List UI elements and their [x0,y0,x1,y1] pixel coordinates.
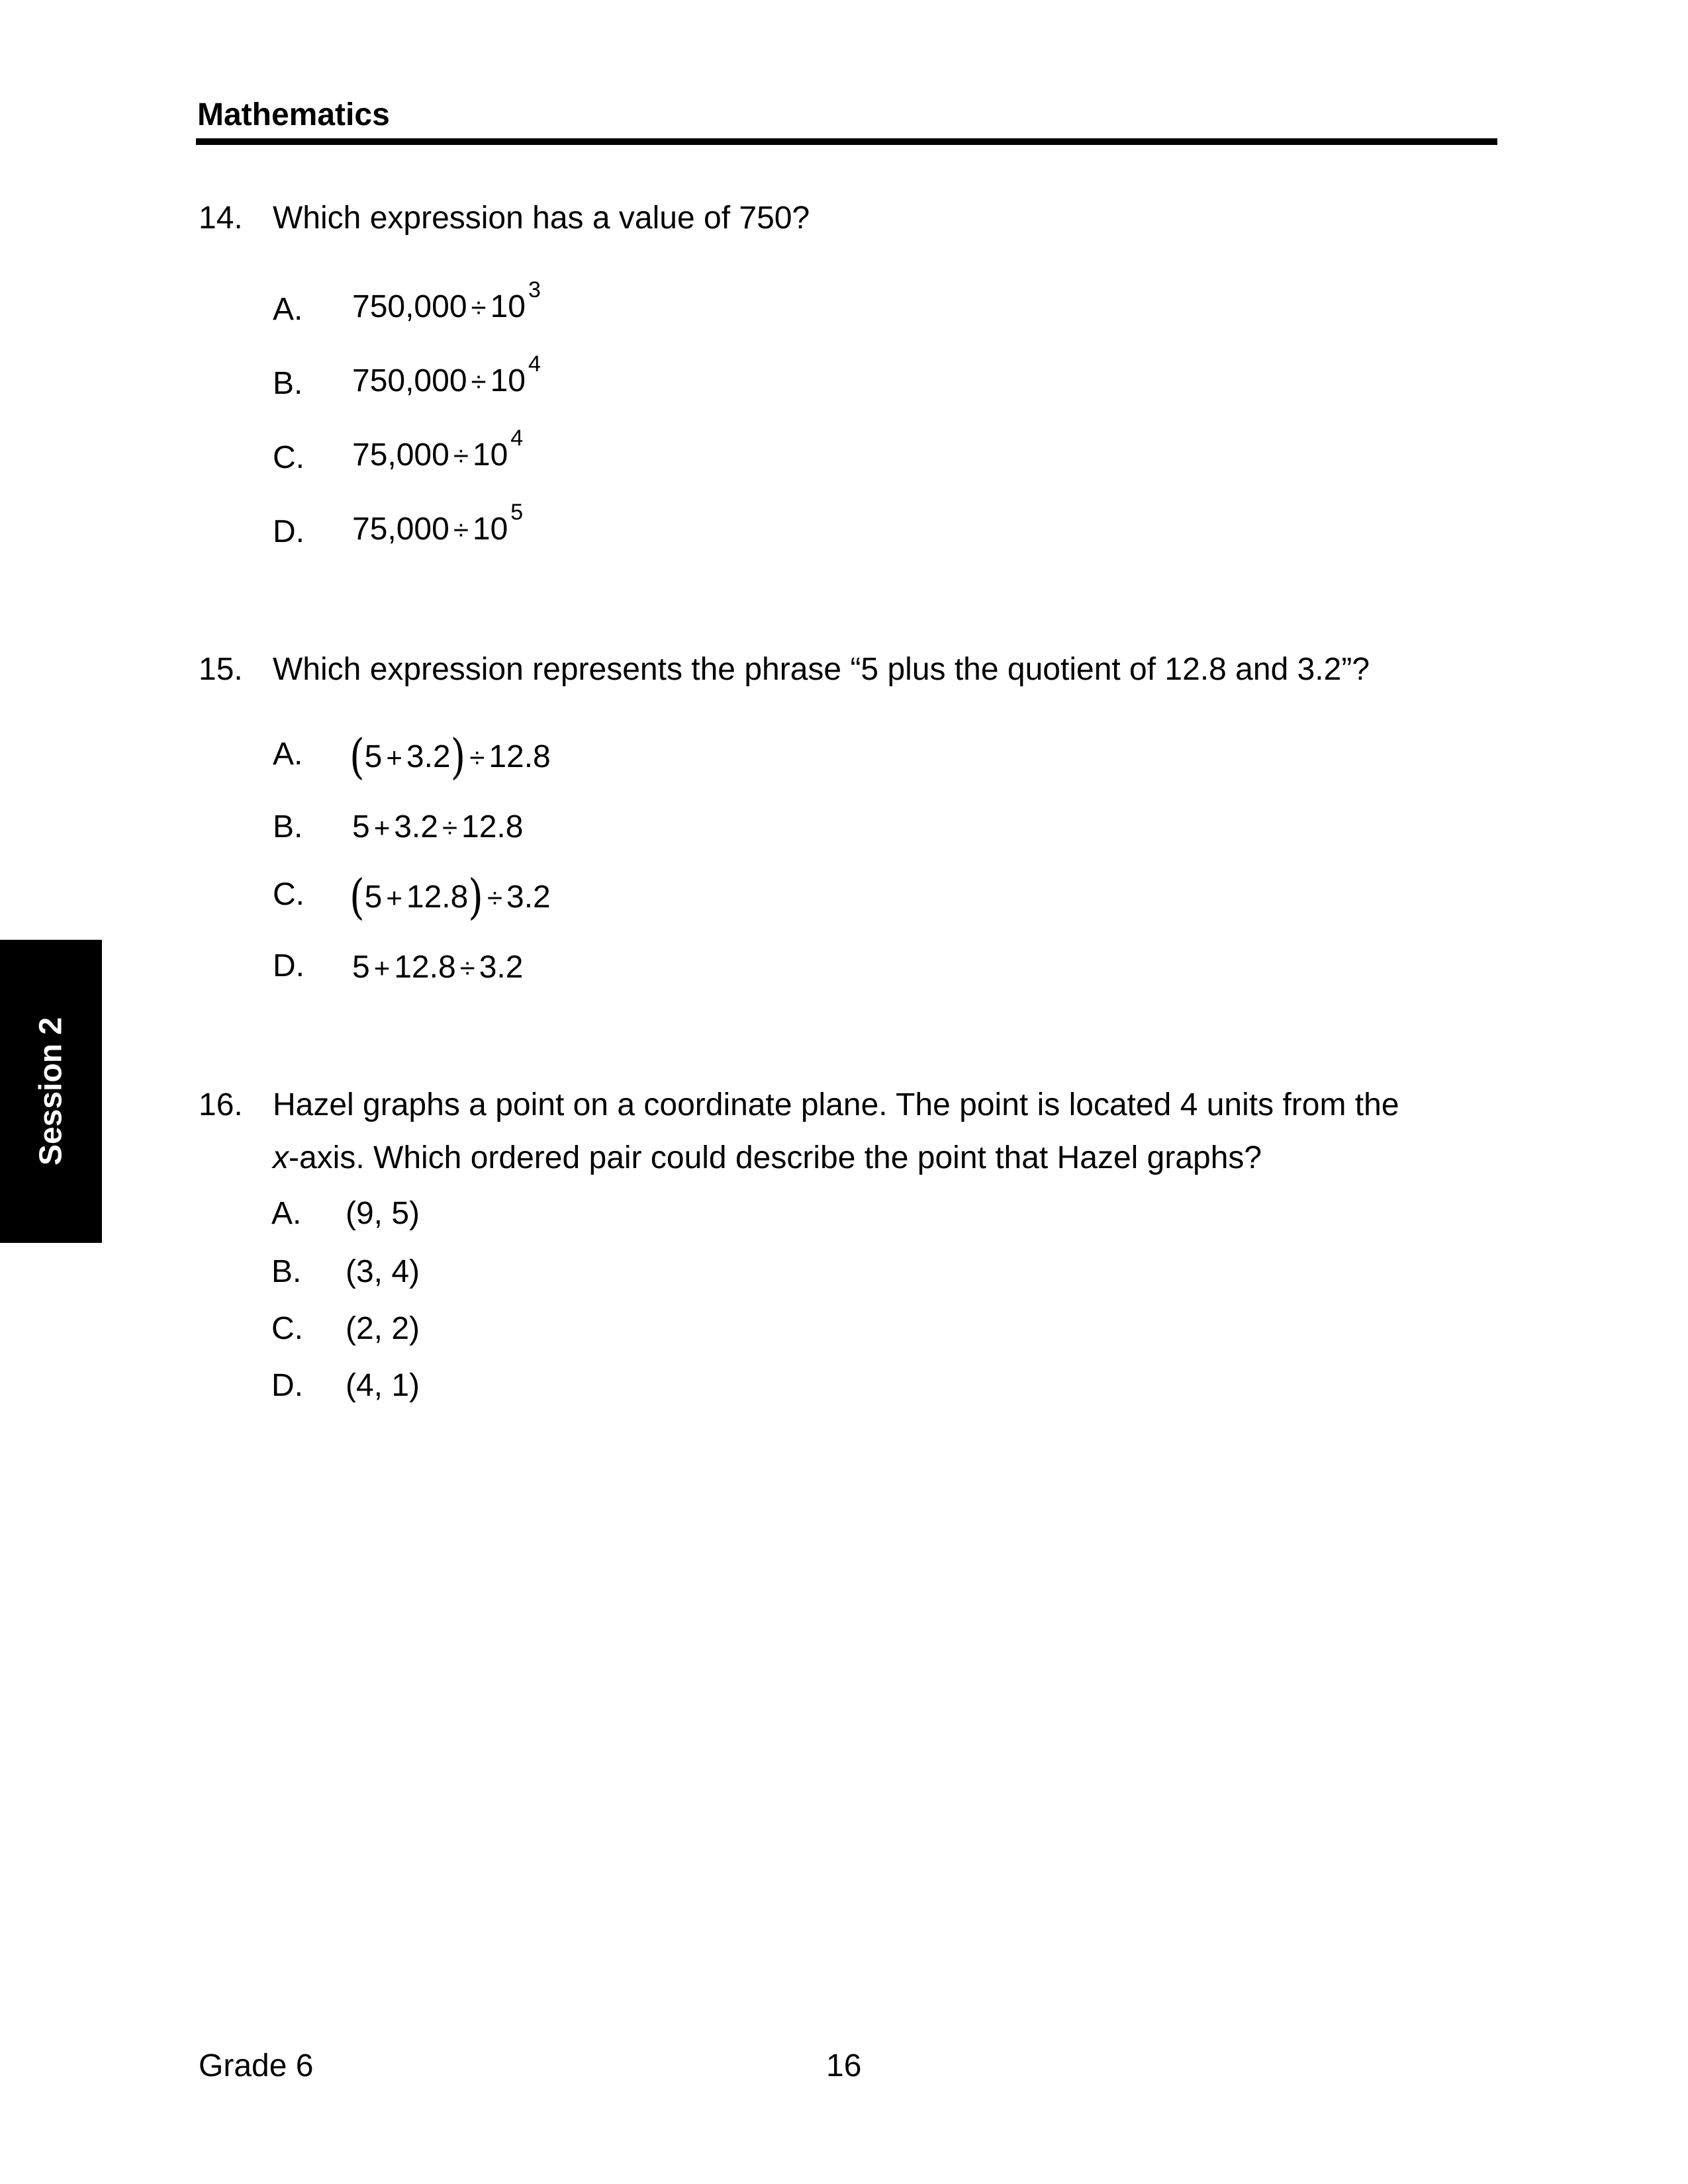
session-label: Session 2 [33,1017,69,1166]
q15-choice-c-expression[interactable]: (5 + 12.8) ÷ 3.2 [350,868,551,925]
q16-choice-c-letter[interactable]: C. [271,1311,303,1346]
q14-choice-c-expression[interactable]: 75,000 ÷ 10 $^4$ [352,426,524,473]
page-header-title: Mathematics [197,97,390,132]
session-side-tab [0,940,102,1243]
q16-choice-d-value[interactable]: (4, 1) [346,1368,420,1403]
q16-choice-a-letter[interactable]: A. [271,1196,302,1231]
q16-choice-b-letter[interactable]: B. [271,1254,302,1289]
q16-choice-b-value[interactable]: (3, 4) [346,1254,420,1289]
q15-choice-b-letter[interactable]: B. [273,809,303,844]
q14-choice-d-letter[interactable]: D. [273,514,305,549]
question-14-text: Which expression has a value of 750? [273,201,810,236]
footer-grade: Grade 6 [199,2048,314,2083]
question-15-text: Which expression represents the phrase “5 plus the quotient of 12.8 and 3.2”? [273,652,1370,687]
q14-choice-a-letter[interactable]: A. [273,292,303,327]
question-14-number: 14. [199,201,243,236]
q14-choice-d-expression[interactable]: 75,000 ÷ 10 $^5$ [352,500,524,547]
q16-choice-c-value[interactable]: (2, 2) [346,1311,420,1346]
q14-choice-b-letter[interactable]: B. [273,366,303,401]
q16-choice-d-letter[interactable]: D. [271,1368,303,1403]
q15-choice-b-expression[interactable]: 5 + 3.2 ÷ 12.8 [352,809,524,844]
q16-choice-a-value[interactable]: (9, 5) [346,1196,420,1231]
q14-choice-b-expression[interactable]: 750,000 ÷ 10 $^4$ [352,351,541,398]
footer-page-number: 16 [826,2048,862,2083]
q15-choice-d-letter[interactable]: D. [273,948,305,983]
q14-choice-a-expression[interactable]: 750,000 ÷ 10 $^3$ [352,277,541,324]
q15-choice-a-expression[interactable]: (5 + 3.2) ÷ 12.8 [350,728,551,785]
q14-choice-c-letter[interactable]: C. [273,440,305,475]
q15-choice-d-expression[interactable]: 5 + 12.8 ÷ 3.2 [352,950,524,985]
question-15-number: 15. [199,652,243,687]
q15-choice-a-letter[interactable]: A. [273,737,303,772]
question-16-number: 16. [199,1087,243,1122]
q15-choice-c-letter[interactable]: C. [273,877,305,912]
header-divider [196,138,1497,145]
question-16-text: Hazel graphs a point on a coordinate plane. The point is located 4 units from the x-axis. Which ordered pair could describe the point that Hazel graphs? [273,1087,1399,1175]
